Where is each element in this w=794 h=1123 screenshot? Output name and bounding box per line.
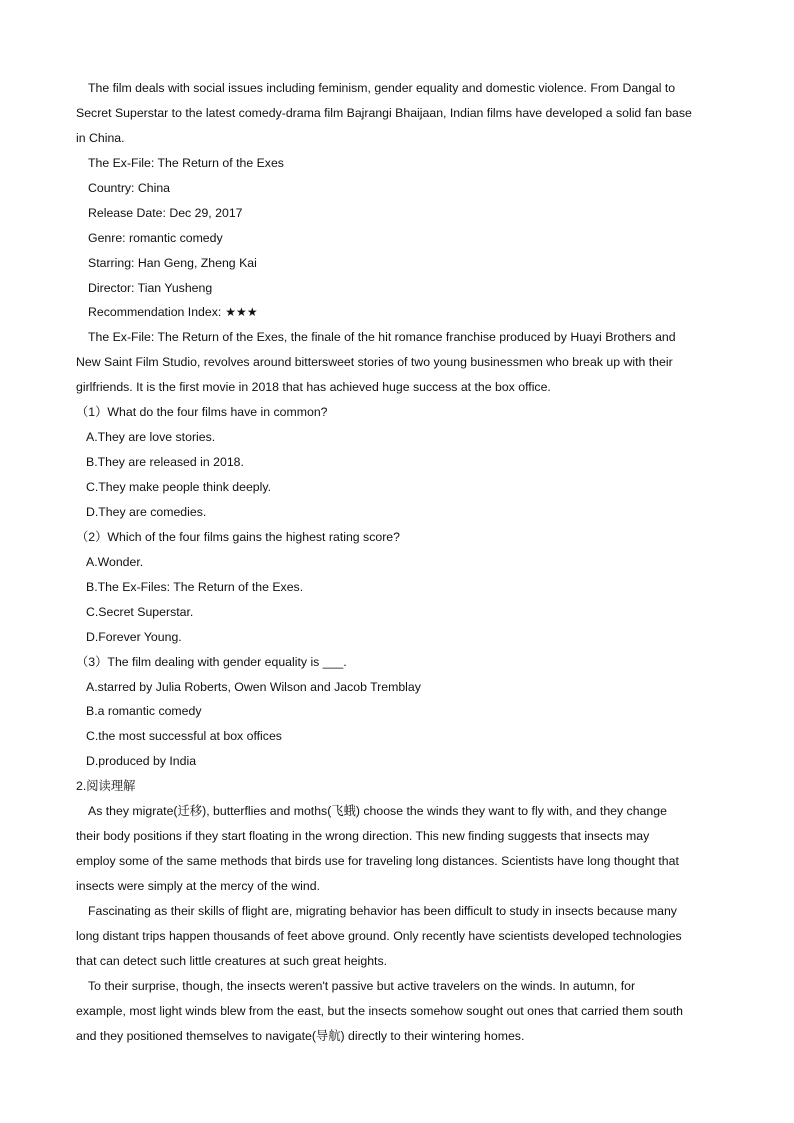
passage-line: long distant trips happen thousands of feet above ground. Only recently have scientists developed technologies	[76, 928, 682, 943]
answer-option: D.Forever Young.	[86, 629, 182, 644]
answer-option: B.a romantic comedy	[86, 704, 202, 719]
answer-option: D.They are comedies.	[86, 504, 207, 519]
passage-line: Fascinating as their skills of flight are, migrating behavior has been difficult to study in insects because many	[88, 903, 677, 918]
passage-line: employ some of the same methods that birds use for traveling long distances. Scientists have long thought that	[76, 854, 679, 869]
answer-option: C.the most successful at box offices	[86, 729, 282, 744]
film-starring: Starring: Han Geng, Zheng Kai	[88, 255, 257, 270]
film-director: Director: Tian Yusheng	[88, 280, 213, 295]
passage-line: To their surprise, though, the insects weren't passive but active travelers on the winds. In autumn, for	[88, 978, 636, 993]
film-genre: Genre: romantic comedy	[88, 230, 223, 245]
passage-line: that can detect such little creatures at such great heights.	[76, 953, 388, 968]
section-heading: 2.阅读理解	[76, 779, 136, 794]
answer-option: A.They are love stories.	[86, 430, 216, 445]
answer-option: C.They make people think deeply.	[86, 480, 272, 494]
passage-line: example, most light winds blew from the east, but the insects somehow sought out ones that carried them south	[76, 1003, 683, 1018]
document-page	[76, 76, 721, 1049]
film-release-date: Release Date: Dec 29, 2017	[88, 205, 243, 220]
paragraph-line: The film deals with social issues including feminism, gender equality and domestic violence. From Dangal to	[88, 81, 676, 95]
passage-line: their body positions if they start floating in the wrong direction. This new finding suggests that insects may	[76, 829, 650, 844]
passage-line: insects were simply at the mercy of the wind.	[76, 879, 320, 893]
paragraph-line: The Ex-File: The Return of the Exes, the finale of the hit romance franchise produced by Huayi Brothers and	[88, 330, 676, 345]
question-stem: （3）The film dealing with gender equality is ___.	[76, 654, 347, 669]
film-title: The Ex-File: The Return of the Exes	[88, 155, 284, 170]
recommendation-label: Recommendation Index:	[88, 305, 222, 320]
passage-line: and they positioned themselves to navigate(导航) directly to their wintering homes.	[76, 1028, 525, 1043]
paragraph-line: New Saint Film Studio, revolves around bittersweet stories of two young businessmen who break up with their	[76, 355, 673, 370]
answer-option: D.produced by India	[86, 754, 197, 769]
question-stem: （2）Which of the four films gains the highest rating score?	[76, 529, 400, 544]
film-country: Country: China	[88, 180, 171, 195]
film-recommendation-index	[76, 300, 721, 325]
answer-option: C.Secret Superstar.	[86, 604, 194, 619]
paragraph-line: in China.	[76, 130, 125, 145]
answer-option: A.Wonder.	[86, 554, 144, 569]
answer-option: A.starred by Julia Roberts, Owen Wilson and Jacob Tremblay	[86, 679, 421, 694]
question-stem: （1）What do the four films have in common?	[76, 405, 328, 420]
passage-line: As they migrate(迁移), butterflies and moths(飞蛾) choose the winds they want to fly with, and they change	[88, 804, 667, 819]
answer-option: B.They are released in 2018.	[86, 455, 244, 470]
answer-option: B.The Ex-Files: The Return of the Exes.	[86, 579, 304, 594]
paragraph-line: girlfriends. It is the first movie in 2018 that has achieved huge success at the box office.	[76, 380, 551, 395]
paragraph-line: Secret Superstar to the latest comedy-drama film Bajrangi Bhaijaan, Indian films have developed a solid fan base	[76, 105, 692, 120]
star-rating-icon: ★★★	[225, 305, 258, 320]
